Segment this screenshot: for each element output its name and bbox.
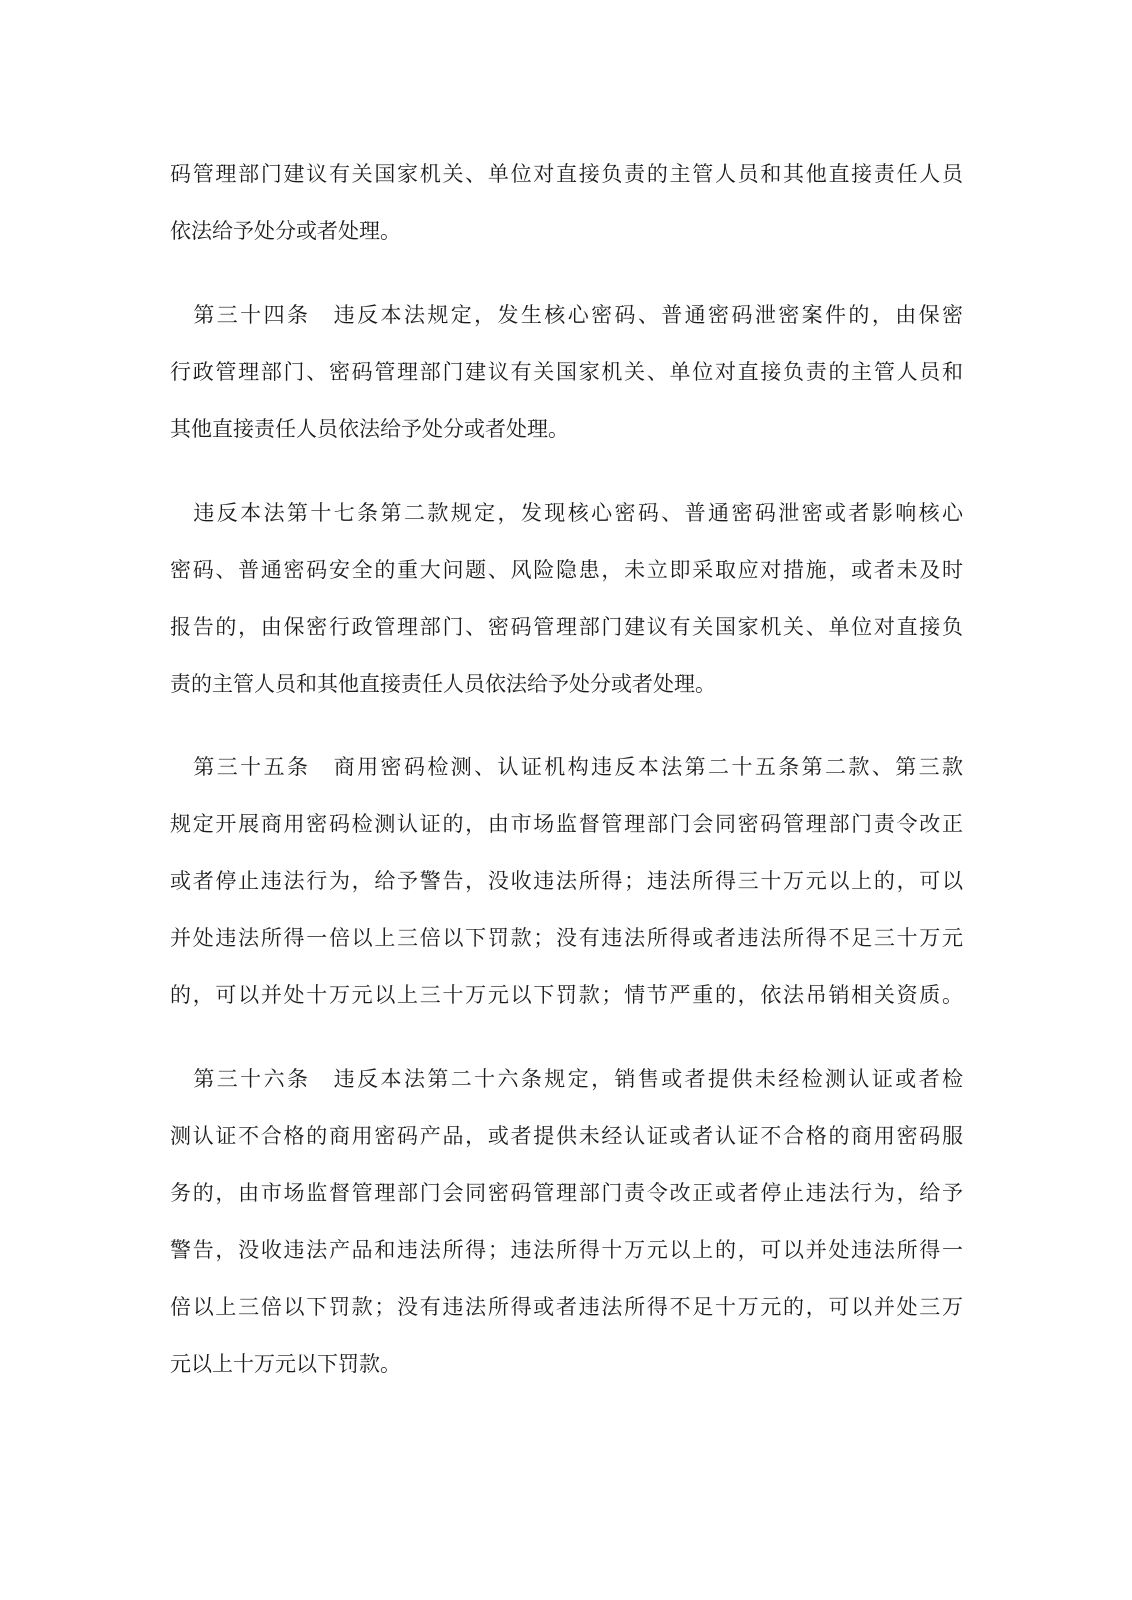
text-line: 行政管理部门、密码管理部门建议有关国家机关、单位对直接负责的主管人员和 bbox=[170, 360, 963, 384]
text-line: 元以上十万元以下罚款。 bbox=[170, 1352, 401, 1376]
text-line: 码管理部门建议有关国家机关、单位对直接负责的主管人员和其他直接责任人员 bbox=[170, 162, 963, 186]
text-line: 责的主管人员和其他直接责任人员依法给予处分或者处理。 bbox=[170, 672, 716, 696]
text-line: 的，可以并处十万元以上三十万元以下罚款；情节严重的，依法吊销相关资质。 bbox=[170, 983, 963, 1007]
text-line: 报告的，由保密行政管理部门、密码管理部门建议有关国家机关、单位对直接负 bbox=[170, 615, 963, 639]
text-line: 务的，由市场监督管理部门会同密码管理部门责令改正或者停止违法行为，给予 bbox=[170, 1181, 963, 1205]
text-line: 密码、普通密码安全的重大问题、风险隐患，未立即采取应对措施，或者未及时 bbox=[170, 558, 963, 582]
text-line: 倍以上三倍以下罚款；没有违法所得或者违法所得不足十万元的，可以并处三万 bbox=[170, 1295, 963, 1319]
text-line: 第三十五条 商用密码检测、认证机构违反本法第二十五条第二款、第三款 bbox=[170, 755, 963, 779]
text-line: 或者停止违法行为，给予警告，没收违法所得；违法所得三十万元以上的，可以 bbox=[170, 869, 963, 893]
text-line: 测认证不合格的商用密码产品，或者提供未经认证或者认证不合格的商用密码服 bbox=[170, 1124, 963, 1148]
text-line: 其他直接责任人员依法给予处分或者处理。 bbox=[170, 417, 569, 441]
text-line: 警告，没收违法产品和违法所得；违法所得十万元以上的，可以并处违法所得一 bbox=[170, 1238, 963, 1262]
text-line: 第三十四条 违反本法规定，发生核心密码、普通密码泄密案件的，由保密 bbox=[170, 303, 963, 327]
text-line: 依法给予处分或者处理。 bbox=[170, 219, 401, 243]
text-line: 违反本法第十七条第二款规定，发现核心密码、普通密码泄密或者影响核心 bbox=[170, 501, 963, 525]
text-line: 并处违法所得一倍以上三倍以下罚款；没有违法所得或者违法所得不足三十万元 bbox=[170, 926, 963, 950]
text-line: 第三十六条 违反本法第二十六条规定，销售或者提供未经检测认证或者检 bbox=[170, 1067, 963, 1091]
text-line: 规定开展商用密码检测认证的，由市场监督管理部门会同密码管理部门责令改正 bbox=[170, 812, 963, 836]
